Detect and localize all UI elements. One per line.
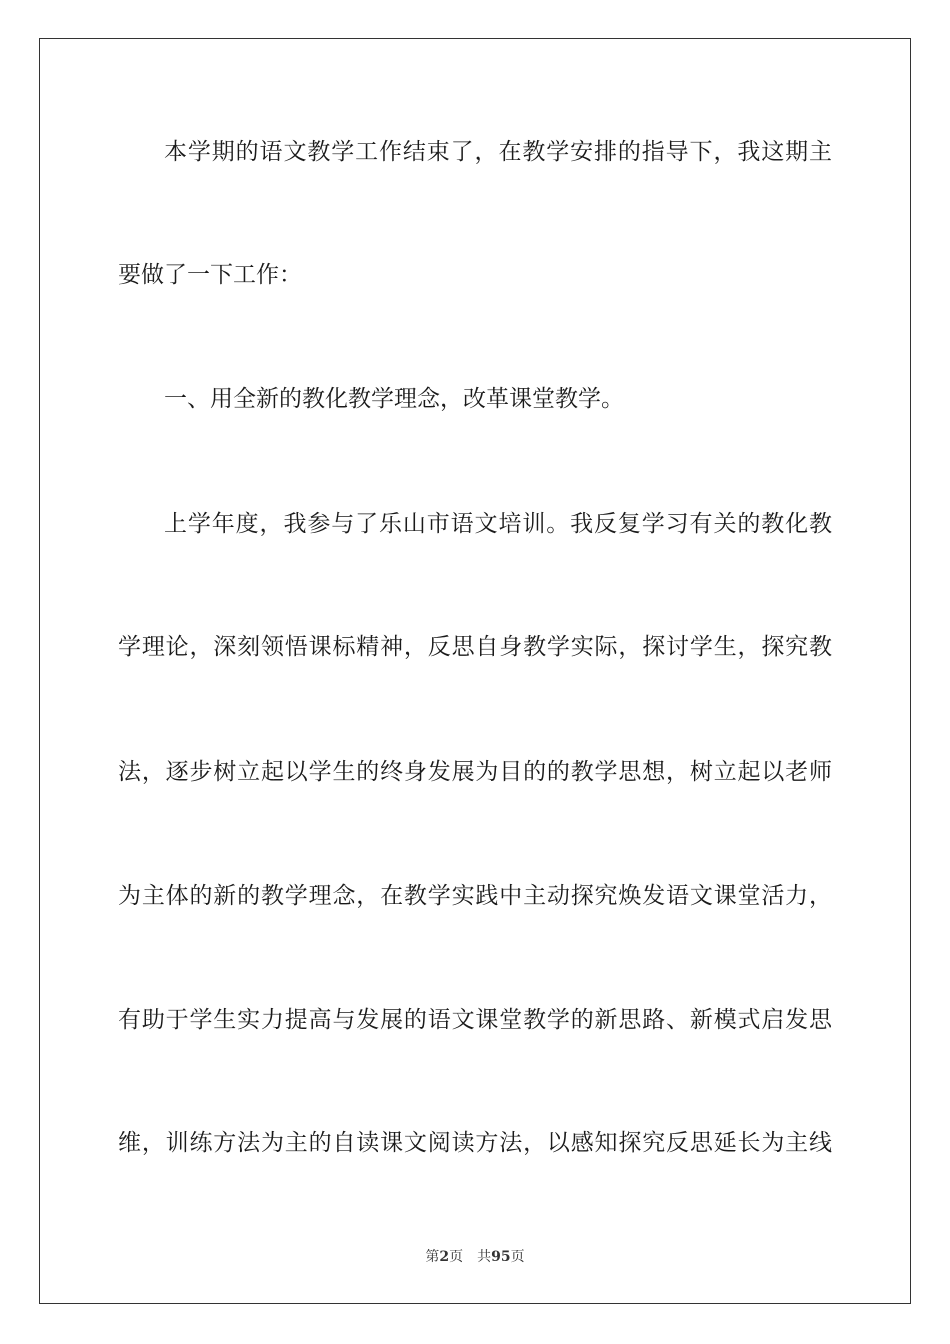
paragraph-2-line-4: 为主体的新的教学理念，在教学实践中主动探究焕发语文课堂活力， [118, 883, 832, 909]
footer-total-pages: 95 [491, 1249, 511, 1265]
footer-total-unit: 页 [510, 1249, 525, 1265]
footer-total-prefix: 共 [477, 1249, 492, 1265]
section-heading: 一、用全新的教化教学理念，改革课堂教学。 [164, 386, 624, 412]
paragraph-2-line-2: 学理论，深刻领悟课标精神，反思自身教学实际，探讨学生，探究教 [118, 634, 832, 660]
page-footer [0, 1248, 950, 1266]
footer-current-page: 2 [439, 1249, 450, 1265]
paragraph-2-line-3: 法，逐步树立起以学生的终身发展为目的的教学思想，树立起以老师 [118, 759, 832, 785]
page-frame [39, 38, 911, 1304]
paragraph-2-line-6: 维，训练方法为主的自读课文阅读方法，以感知探究反思延长为主线 [118, 1130, 832, 1156]
paragraph-1-line-2: 要做了一下工作： [118, 262, 302, 288]
paragraph-2-line-5: 有助于学生实力提高与发展的语文课堂教学的新思路、新模式启发思 [118, 1007, 832, 1033]
paragraph-1-line-1: 本学期的语文教学工作结束了，在教学安排的指导下，我这期主 [164, 139, 832, 165]
footer-page-unit: 页 [449, 1249, 464, 1265]
paragraph-2-line-1: 上学年度，我参与了乐山市语文培训。我反复学习有关的教化教 [164, 511, 832, 537]
footer-page-prefix: 第 [425, 1249, 440, 1265]
